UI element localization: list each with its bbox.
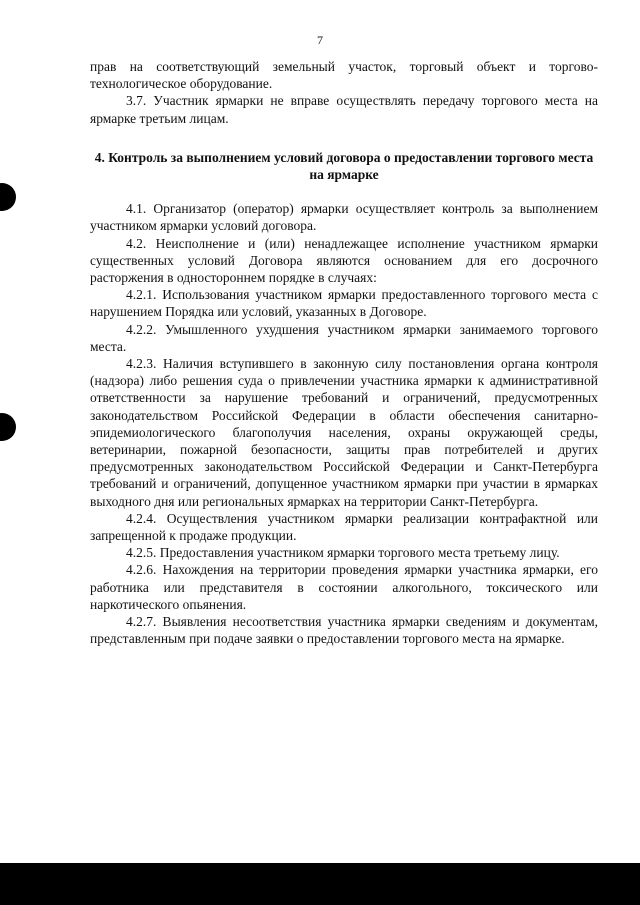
paragraph-4-2-7: 4.2.7. Выявления несоответствия участника ярмарки сведениям и документам, представленным при подаче заявки о предоставлении торгового места на ярмарке. [90, 614, 598, 647]
paragraph-continuation: прав на соответствующий земельный участок, торговый объект и торгово-технологическое оборудование. [90, 59, 598, 92]
paragraph-4-1: 4.1. Организатор (оператор) ярмарки осуществляет контроль за выполнением участником ярмарки условий договора. [90, 201, 598, 234]
page-number: 7 [317, 33, 323, 47]
paragraph-4-2-1: 4.2.1. Использования участником ярмарки предоставленного торгового места с нарушением Порядка или условий, указанных в Договоре. [90, 287, 598, 320]
paragraph-4-2-6: 4.2.6. Нахождения на территории проведения ярмарки участника ярмарки, его работника или представителя в состоянии алкогольного, токсического или наркотического опьянения. [90, 562, 598, 612]
punch-hole-mark [0, 183, 16, 211]
section-heading: 4. Контроль за выполнением условий договора о предоставлении торгового места на ярмарке [94, 149, 594, 183]
paragraph-4-2: 4.2. Неисполнение и (или) ненадлежащее исполнение участником ярмарки существенных условий Договора являются основанием для его досрочного расторжения в одностороннем порядке в случаях: [90, 235, 598, 286]
document-body [90, 58, 598, 648]
paragraph-4-2-5: 4.2.5. Предоставления участником ярмарки торгового места третьему лицу. [126, 545, 560, 561]
punch-hole-mark [0, 413, 16, 441]
paragraph-4-2-4: 4.2.4. Осуществления участником ярмарки реализации контрафактной или запрещенной к продаже продукции. [90, 510, 598, 544]
scan-bottom-edge [0, 863, 640, 905]
paragraph-3-7: 3.7. Участник ярмарки не вправе осуществлять передачу торгового места на ярмарке третьим лицам. [90, 93, 598, 126]
paragraph-4-2-2: 4.2.2. Умышленного ухудшения участником ярмарки занимаемого торгового места. [90, 321, 598, 354]
paragraph-4-2-3: 4.2.3. Наличия вступившего в законную силу постановления органа контроля (надзора) либо решения суда о привлечении участника ярмарки к административной ответственности за нарушение требований и ограничений, предусмотренных законодательством Российской Федерации в области обеспечения санитарно-эпидемиологического благополучия населения, охраны окружающей среды, ветеринарии, пожарной безопасности, защиты прав потребителей и других предусмотренных законодательством Российской Федерации и Санкт-Петербурга требований и ограничений, допущенное участником ярмарки при участии в ярмарках выходного дня или региональных ярмарках на территории Санкт-Петербурга. [90, 356, 598, 509]
